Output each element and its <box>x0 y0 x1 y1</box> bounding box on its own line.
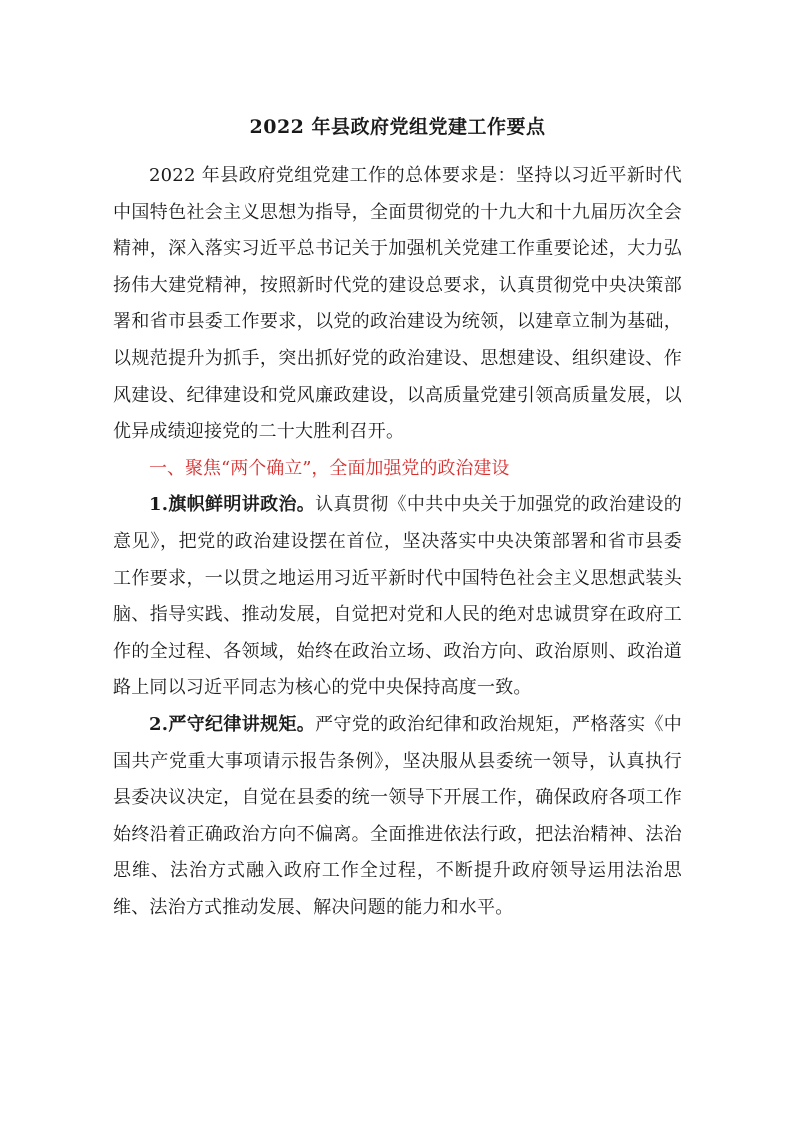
section-item-1 <box>113 487 682 707</box>
item-body: 严守党的政治纪律和政治规矩，严格落实《中国共产党重大事项请示报告条例》，坚决服从县委统一领导，认真执行县委决议决定，自觉在县委的统一领导下开展工作，确保政府各项工作始终沿着正确政治方向不偏离。全面推进依法行政，把法治精神、法治思维、法治方式融入政府工作全过程，不断提升政府领导运用法治思维、法治方式推动发展、解决问题的能力和水平。 <box>113 713 683 918</box>
intro-paragraph: 2022 年县政府党组党建工作的总体要求是：坚持以习近平新时代中国特色社会主义思想为指导，全面贯彻党的十九大和十九届历次全会精神，深入落实习近平总书记关于加强机关党建工作重要论述，大力弘扬伟大建党精神，按照新时代党的建设总要求，认真贯彻党中央决策部署和省市县委工作要求，以党的政治建设为统领，以建章立制为基础，以规范提升为抓手，突出抓好党的政治建设、思想建设、组织建设、作风建设、纪律建设和党风廉政建设，以高质量党建引领高质量发展，以优异成绩迎接党的二十大胜利召开。 <box>113 165 682 443</box>
document-title: 2022 年县政府党组党建工作要点 <box>249 116 546 138</box>
item-lead: 1.旗帜鲜明讲政治。 <box>149 494 316 516</box>
item-body: 认真贯彻《中共中央关于加强党的政治建设的意见》，把党的政治建设摆在首位，坚决落实中央决策部署和省市县委工作要求，一以贯之地运用习近平新时代中国特色社会主义思想武装头脑、指导实践、推动发展，自觉把对党和人民的绝对忠诚贯穿在政府工作的全过程、各领域，始终在政治立场、政治方向、政治原则、政治道路上同以习近平同志为核心的党中央保持高度一致。 <box>113 494 683 699</box>
item-lead: 2.严守纪律讲规矩。 <box>149 713 316 735</box>
section-heading: 一、聚焦“两个确立”，全面加强党的政治建设 <box>149 457 510 479</box>
section-item-2 <box>113 707 682 927</box>
